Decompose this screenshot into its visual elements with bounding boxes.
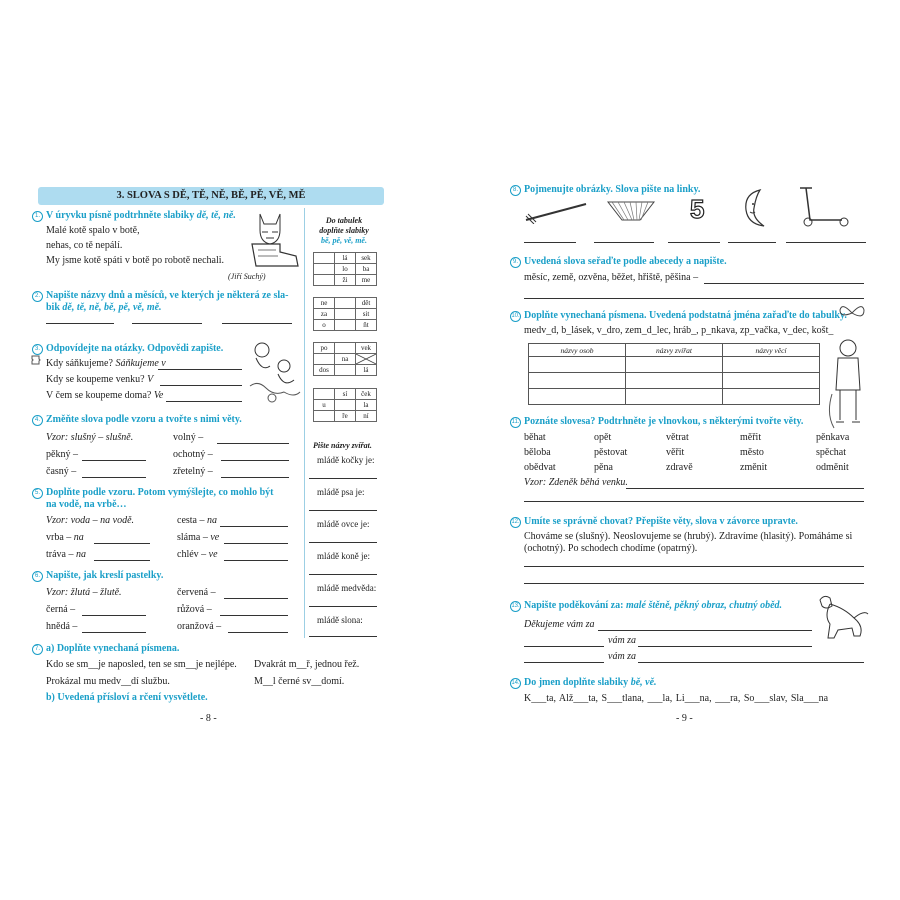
question-1: Kdy sáňkujeme? Sáňkujeme v: [46, 358, 166, 369]
butterfly-icon: [838, 302, 866, 324]
thanks-line-3: vám za: [608, 651, 637, 662]
word: pěnkava: [816, 432, 850, 443]
answer-line[interactable]: [82, 615, 146, 616]
answer-line[interactable]: [94, 560, 150, 561]
syllable-cell: ře: [335, 411, 356, 422]
word: zdravě: [666, 462, 693, 473]
syllable-cell: ne: [314, 298, 335, 309]
table-cell[interactable]: [723, 373, 820, 389]
syllable-table-4: [313, 388, 377, 422]
answer-line[interactable]: [94, 543, 150, 544]
syllable-cell: ček: [356, 389, 377, 400]
table-cell[interactable]: [723, 357, 820, 373]
moon-icon: [738, 188, 774, 228]
exercise-6-example: Vzor: žlutá – žlutě.: [46, 587, 122, 598]
answer-line[interactable]: [638, 646, 812, 647]
exercise-7-number: 7.: [32, 644, 43, 655]
question-3: V čem se koupeme doma? Ve: [46, 390, 164, 401]
exercise-14-number: 14.: [510, 678, 521, 689]
word-zretelny: zřetelný –: [173, 466, 213, 477]
answer-line[interactable]: [524, 501, 864, 502]
animals-title: Pište názvy zvířat.: [313, 441, 372, 450]
exercise-13-title: Napište poděkování za: malé štěně, pěkný obraz, chutný oběd.: [524, 600, 783, 611]
syllable-table-1: [313, 252, 377, 286]
rake-icon: [524, 200, 592, 224]
kitten-in-boot-illustration: [246, 208, 302, 272]
song-line-3: My jsme kotě spáti v botě po robotě nechali.: [46, 255, 225, 266]
word: měřit: [740, 432, 762, 443]
exercise-14-title: Do jmen doplňte slabiky bě, vě.: [524, 677, 657, 688]
exercise-12-line-2: (ochotný). Po schodech chodíme (opatrný).: [524, 543, 698, 554]
syllable-cell: lo: [335, 264, 356, 275]
scooter-icon: [794, 184, 854, 228]
word-trava: tráva – na: [46, 549, 86, 560]
answer-line[interactable]: [224, 598, 288, 599]
sidebar-title-1: Do tabulek: [325, 216, 363, 225]
exercise-9-number: 9.: [510, 257, 521, 268]
syllable-cell[interactable]: [314, 411, 335, 422]
syllable-cell: lá: [356, 365, 377, 376]
answer-line[interactable]: [222, 323, 292, 324]
cross-mark-icon: [356, 354, 376, 364]
exercise-12-line-1: Chováme se (slušný). Neoslovujeme se (hrubý). Zdravíme (hlasitý). Pomáháme si: [524, 531, 853, 542]
proverb-2: Dvakrát m__ř, jednou řež.: [254, 659, 360, 670]
exercise-11-example: Vzor: Zdeněk běhá venku.: [524, 477, 628, 488]
exercise-5-number: 5.: [32, 488, 43, 499]
answer-line[interactable]: [309, 478, 377, 479]
syllable-cell: na: [335, 354, 356, 365]
syllable-cell[interactable]: [335, 309, 356, 320]
answer-line[interactable]: [82, 632, 146, 633]
word-cerna: černá –: [46, 604, 76, 615]
exercise-13-number: 13.: [510, 601, 521, 612]
exercise-10-words: medv_d, b_lásek, v_dro, zem_d_lec, hráb_, p_nkava, zp_vačka, v_dec, košt_: [524, 325, 834, 336]
answer-line[interactable]: [524, 298, 864, 299]
exercise-2-title-2: bik dě, tě, ně, bě, pě, vě, mě.: [46, 302, 162, 313]
syllable-cell[interactable]: [335, 298, 356, 309]
exercise-12-number: 12.: [510, 517, 521, 528]
proverb-1: Kdo se sm__je naposled, ten se sm__je nejlépe.: [46, 659, 237, 670]
exercise-4-example: Vzor: slušný – slušně.: [46, 432, 134, 443]
proverb-4: M__l černé sv__domí.: [254, 676, 345, 687]
syllable-cell: o: [314, 320, 335, 331]
word-volny: volný –: [173, 432, 204, 443]
crossed-cell: [356, 354, 377, 365]
answer-line[interactable]: [638, 662, 864, 663]
answer-line[interactable]: [309, 510, 377, 511]
question-2: Kdy se koupeme venku? V: [46, 374, 154, 385]
answer-line[interactable]: [166, 401, 242, 402]
exercise-4-title: Změňte slova podle vzoru a tvořte s nimi věty.: [46, 414, 242, 425]
word: pěna: [594, 462, 613, 473]
exercise-9-words: měsíc, země, ozvěna, běžet, hřiště, pěšina –: [524, 272, 699, 283]
answer-line[interactable]: [309, 636, 377, 637]
syllable-cell: sek: [356, 253, 377, 264]
sidebar-title-2: doplňte slabiky: [319, 226, 369, 235]
animal-calf: mládě slona:: [317, 615, 363, 625]
answer-line[interactable]: [728, 242, 776, 243]
answer-line[interactable]: [598, 630, 812, 631]
syllable-table-2: [313, 297, 377, 331]
answer-line[interactable]: [224, 560, 288, 561]
answer-line[interactable]: [221, 477, 289, 478]
syllable-cell[interactable]: [314, 275, 335, 286]
exercise-9-title: Uvedená slova seřaďte podle abecedy a napište.: [524, 256, 727, 267]
answer-line[interactable]: [524, 242, 576, 243]
song-line-2: nehas, co tě nepálí.: [46, 240, 123, 251]
syllable-cell: u: [314, 400, 335, 411]
thanks-line-2: vám za: [608, 635, 637, 646]
left-page: [32, 178, 392, 738]
sidebar-title-3: bě, pě, vě, mě.: [321, 236, 367, 245]
syllable-cell[interactable]: [314, 253, 335, 264]
exercise-3-number: 3.: [32, 344, 43, 355]
word-pekny: pěkný –: [46, 449, 78, 460]
exercise-5-title-2: na vodě, na vrbě…: [46, 499, 127, 510]
exercise-14-names: K___ta, Alž___ta, S___tlana, ___la, Li___na, ___ra, So___slav, Sla___na: [524, 693, 829, 704]
exercise-11-title: Poznáte slovesa? Podtrhněte je vlnovkou, s některými tvořte věty.: [524, 416, 804, 427]
children-playing-illustration: [244, 336, 302, 406]
answer-line[interactable]: [228, 632, 288, 633]
table-cell[interactable]: [626, 373, 723, 389]
syllable-cell: la: [356, 400, 377, 411]
table-cell[interactable]: [529, 389, 626, 405]
right-page: [500, 178, 872, 738]
answer-line[interactable]: [309, 542, 377, 543]
word: pěstovat: [594, 447, 628, 458]
word-ruzova: růžová –: [177, 604, 212, 615]
answer-line[interactable]: [524, 566, 864, 567]
answer-line[interactable]: [220, 526, 288, 527]
puppy-illustration: [814, 592, 870, 642]
exercise-8-number: 8.: [510, 185, 521, 196]
syllable-cell: vek: [356, 343, 377, 354]
answer-line[interactable]: [309, 574, 377, 575]
answer-line[interactable]: [524, 583, 864, 584]
table-cell[interactable]: [529, 357, 626, 373]
boy-illustration: [826, 334, 872, 430]
song-line-1: Malé kotě spalo v botě,: [46, 225, 140, 236]
word: obědvat: [524, 462, 556, 473]
page-number-right: - 9 -: [676, 713, 693, 724]
comb-fan-icon: [604, 198, 658, 224]
word-vrba: vrba – na: [46, 532, 84, 543]
syllable-cell: sit: [356, 309, 377, 320]
exercise-1-title: V úryvku písně podtrhněte slabiky dě, tě, ně.: [46, 210, 236, 221]
syllable-cell: ní: [356, 411, 377, 422]
word: spěchat: [816, 447, 846, 458]
answer-line[interactable]: [220, 615, 288, 616]
animal-kitten: mládě kočky je:: [317, 455, 375, 465]
answer-line[interactable]: [524, 646, 604, 647]
page-number-left: - 8 -: [200, 713, 217, 724]
animal-lamb: mládě ovce je:: [317, 519, 370, 529]
animal-puppy: mládě psa je:: [317, 487, 365, 497]
syllable-cell[interactable]: [335, 400, 356, 411]
exercise-1-number: 1.: [32, 211, 43, 222]
answer-line[interactable]: [160, 385, 242, 386]
syllable-cell[interactable]: [335, 365, 356, 376]
word-ochotny: ochotný –: [173, 449, 213, 460]
header-persons: názvy osob: [529, 344, 626, 357]
syllable-cell: dět: [356, 298, 377, 309]
syllable-cell: me: [356, 275, 377, 286]
word: opět: [594, 432, 612, 443]
exercise-10-number: 10.: [510, 311, 521, 322]
table-cell[interactable]: [529, 373, 626, 389]
exercise-8-title: Pojmenujte obrázky. Slova pište na linky.: [524, 184, 701, 195]
word: běhat: [524, 432, 546, 443]
exercise-6-number: 6.: [32, 571, 43, 582]
answer-line[interactable]: [786, 242, 866, 243]
word: běloba: [524, 447, 551, 458]
sorting-table: [528, 343, 820, 405]
puzzle-icon: [30, 354, 42, 366]
header-things: názvy věcí: [723, 344, 820, 357]
word-casny: časný –: [46, 466, 77, 477]
word-cesta: cesta – na: [177, 515, 217, 526]
syllable-table-3: [313, 342, 377, 376]
chapter-banner: 3. SLOVA S DĚ, TĚ, NĚ, BĚ, PĚ, VĚ, MĚ: [38, 187, 384, 205]
word: větrat: [666, 432, 689, 443]
word: město: [740, 447, 764, 458]
syllable-cell: za: [314, 309, 335, 320]
exercise-5-example: Vzor: voda – na vodě.: [46, 515, 135, 526]
number-five-icon: 5: [690, 194, 705, 224]
answer-line[interactable]: [224, 543, 288, 544]
table-cell[interactable]: [626, 357, 723, 373]
syllable-cell[interactable]: [335, 343, 356, 354]
exercise-6-title: Napište, jak kreslí pastelky.: [46, 570, 164, 581]
sidebar: [304, 208, 383, 638]
word-hneda: hnědá –: [46, 621, 78, 632]
word: věřit: [666, 447, 685, 458]
proverb-3: Prokázal mu medv__dí službu.: [46, 676, 170, 687]
animal-foal: mládě koně je:: [317, 551, 370, 561]
answer-line[interactable]: [524, 662, 604, 663]
syllable-cell: ži: [335, 275, 356, 286]
syllable-cell: dos: [314, 365, 335, 376]
syllable-cell[interactable]: [314, 389, 335, 400]
syllable-cell: po: [314, 343, 335, 354]
exercise-12-title: Umíte se správně chovat? Přepište věty, slova v závorce upravte.: [524, 516, 798, 527]
answer-line[interactable]: [82, 460, 146, 461]
table-cell[interactable]: [626, 389, 723, 405]
exercise-7b-title: b) Uvedená přísloví a rčení vysvětlete.: [46, 692, 208, 703]
exercise-11-number: 11.: [510, 417, 521, 428]
answer-line[interactable]: [221, 460, 289, 461]
word: odměnit: [816, 462, 849, 473]
word-cervena: červená –: [177, 587, 216, 598]
syllable-cell: sí: [335, 389, 356, 400]
exercise-4-number: 4.: [32, 415, 43, 426]
answer-line[interactable]: [132, 323, 202, 324]
syllable-cell: ba: [356, 264, 377, 275]
answer-line[interactable]: [594, 242, 654, 243]
syllable-cell: ňt: [356, 320, 377, 331]
answer-line[interactable]: [158, 369, 242, 370]
word: změnit: [740, 462, 768, 473]
word-slama: sláma – ve: [177, 532, 220, 543]
answer-line[interactable]: [704, 283, 864, 284]
syllable-cell: lá: [335, 253, 356, 264]
answer-line[interactable]: [626, 488, 864, 489]
exercise-2-title-1: Napište názvy dnů a měsíců, ve kterých je některá ze sla-: [46, 290, 289, 301]
syllable-cell[interactable]: [314, 264, 335, 275]
table-cell[interactable]: [723, 389, 820, 405]
exercise-5-title-1: Doplňte podle vzoru. Potom vymýšlejte, co mohlo být: [46, 487, 274, 498]
syllable-cell[interactable]: [314, 354, 335, 365]
answer-line[interactable]: [217, 443, 289, 444]
answer-line[interactable]: [668, 242, 720, 243]
exercise-2-number: 2.: [32, 291, 43, 302]
header-animals: názvy zvířat: [626, 344, 723, 357]
answer-line[interactable]: [46, 323, 114, 324]
exercise-10-title: Doplňte vynechaná písmena. Uvedená podstatná jména zařaďte do tabulky.: [524, 310, 847, 321]
thanks-line-1: Děkujeme vám za: [524, 619, 595, 630]
syllable-cell[interactable]: [335, 320, 356, 331]
exercise-7a-title: a) Doplňte vynechaná písmena.: [46, 643, 180, 654]
word-oranzova: oranžová –: [177, 621, 222, 632]
exercise-3-title: Odpovídejte na otázky. Odpovědi zapište.: [46, 343, 224, 354]
answer-line[interactable]: [309, 606, 377, 607]
animal-cub: mládě medvěda:: [317, 583, 377, 593]
word-chlev: chlév – ve: [177, 549, 218, 560]
song-author: (Jiří Suchý): [228, 272, 266, 281]
answer-line[interactable]: [82, 477, 146, 478]
